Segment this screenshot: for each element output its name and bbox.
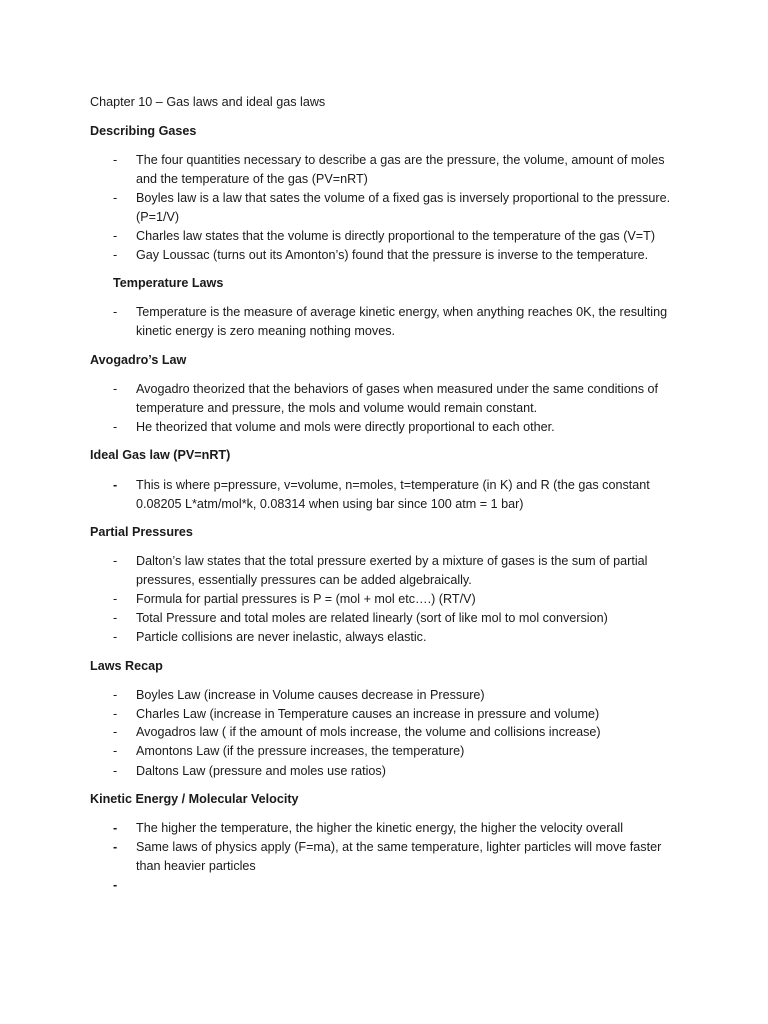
list-item bbox=[113, 819, 673, 838]
list-item bbox=[113, 476, 673, 514]
list-item-text: Avogadros law ( if the amount of mols increase, the volume and collisions increase) bbox=[136, 725, 601, 739]
bullet-dash: - bbox=[113, 305, 118, 319]
list-item bbox=[113, 552, 673, 590]
list-item-text: Charles Law (increase in Temperature causes an increase in pressure and volume) bbox=[136, 707, 600, 721]
list-item-text: Amontons Law (if the pressure increases, the temperature) bbox=[136, 744, 465, 758]
bullet-dash: - bbox=[113, 554, 118, 568]
list-item bbox=[113, 838, 673, 876]
list-item bbox=[113, 762, 673, 781]
list-item-text: Same laws of physics apply (F=ma), at the same temperature, lighter particles will move faster than heavier particles bbox=[136, 840, 662, 873]
list-item bbox=[113, 227, 673, 246]
bullet-dash: - bbox=[113, 611, 118, 625]
list-item bbox=[113, 303, 673, 341]
section-heading-temperature-laws: Temperature Laws bbox=[113, 276, 224, 290]
list-item-text: Dalton’s law states that the total pressure exerted by a mixture of gases is the sum of partial pressures, essentially pressures can be added algebraically. bbox=[136, 554, 648, 587]
list-item bbox=[113, 590, 673, 609]
section-heading-partial-pressures: Partial Pressures bbox=[90, 525, 193, 539]
list-item-text: Avogadro theorized that the behaviors of gases when measured under the same conditions of temperature and pressure, the mols and volume would remain constant. bbox=[136, 382, 659, 415]
list-item-text: Formula for partial pressures is P = (mol + mol etc….) (RT/V) bbox=[136, 592, 476, 606]
bullet-dash: - bbox=[113, 688, 118, 702]
section-heading-describing-gases: Describing Gases bbox=[90, 124, 197, 138]
section-heading-kinetic-energy: Kinetic Energy / Molecular Velocity bbox=[90, 792, 299, 806]
list-item-text: Particle collisions are never inelastic, always elastic. bbox=[136, 630, 427, 644]
bullet-dash: - bbox=[113, 592, 118, 606]
list-item-text: The higher the temperature, the higher the kinetic energy, the higher the velocity overall bbox=[136, 821, 624, 835]
list-item bbox=[113, 742, 673, 761]
bullet-dash: - bbox=[113, 191, 118, 205]
list-item-text: Temperature is the measure of average kinetic energy, when anything reaches 0K, the resulting kinetic energy is zero meaning nothing moves. bbox=[136, 305, 668, 338]
bullet-dash: - bbox=[113, 630, 118, 644]
list-item bbox=[113, 686, 673, 705]
bullet-dash: - bbox=[113, 229, 118, 243]
list-item-text: Total Pressure and total moles are related linearly (sort of like mol to mol conversion) bbox=[136, 611, 608, 625]
list-item-text: Gay Loussac (turns out its Amonton’s) found that the pressure is inverse to the temperature. bbox=[136, 248, 649, 262]
list-item bbox=[113, 609, 673, 628]
list-item-text: Charles law states that the volume is directly proportional to the temperature of the gas (V=T) bbox=[136, 229, 656, 243]
bullet-dash: - bbox=[113, 153, 118, 167]
list-item bbox=[113, 151, 673, 189]
bullet-dash: - bbox=[113, 840, 118, 854]
section-heading-avogadros-law: Avogadro’s Law bbox=[90, 353, 187, 367]
bullet-dash: - bbox=[113, 878, 118, 892]
bullet-dash: - bbox=[113, 420, 118, 434]
section-heading-laws-recap: Laws Recap bbox=[90, 659, 163, 673]
bullet-dash: - bbox=[113, 382, 118, 396]
list-item bbox=[113, 380, 673, 418]
document-title: Chapter 10 – Gas laws and ideal gas laws bbox=[90, 95, 326, 109]
list-item bbox=[113, 418, 673, 437]
bullet-dash: - bbox=[113, 248, 118, 262]
list-item-text: This is where p=pressure, v=volume, n=moles, t=temperature (in K) and R (the gas constant 0.08205 L*atm/mol*k, 0.08314 when using bar since 100 atm = 1 bar) bbox=[136, 478, 650, 511]
bullet-dash: - bbox=[113, 744, 118, 758]
section-heading-ideal-gas-law: Ideal Gas law (PV=nRT) bbox=[90, 448, 231, 462]
list-item bbox=[113, 189, 673, 227]
bullet-dash: - bbox=[113, 707, 118, 721]
bullet-dash: - bbox=[113, 478, 118, 492]
list-item-text: Daltons Law (pressure and moles use ratios) bbox=[136, 764, 386, 778]
bullet-dash: - bbox=[113, 764, 118, 778]
bullet-dash: - bbox=[113, 725, 118, 739]
list-item bbox=[113, 246, 673, 265]
list-item-text: The four quantities necessary to describe a gas are the pressure, the volume, amount of moles and the temperature of the gas (PV=nRT) bbox=[136, 153, 665, 186]
list-item bbox=[113, 723, 673, 742]
bullet-dash: - bbox=[113, 821, 118, 835]
list-item bbox=[113, 628, 673, 647]
list-item-text: Boyles Law (increase in Volume causes decrease in Pressure) bbox=[136, 688, 485, 702]
list-item-text: He theorized that volume and mols were directly proportional to each other. bbox=[136, 420, 555, 434]
list-item-text: Boyles law is a law that sates the volume of a fixed gas is inversely proportional to the pressure. (P=1/V) bbox=[136, 191, 671, 224]
list-item bbox=[113, 705, 673, 724]
